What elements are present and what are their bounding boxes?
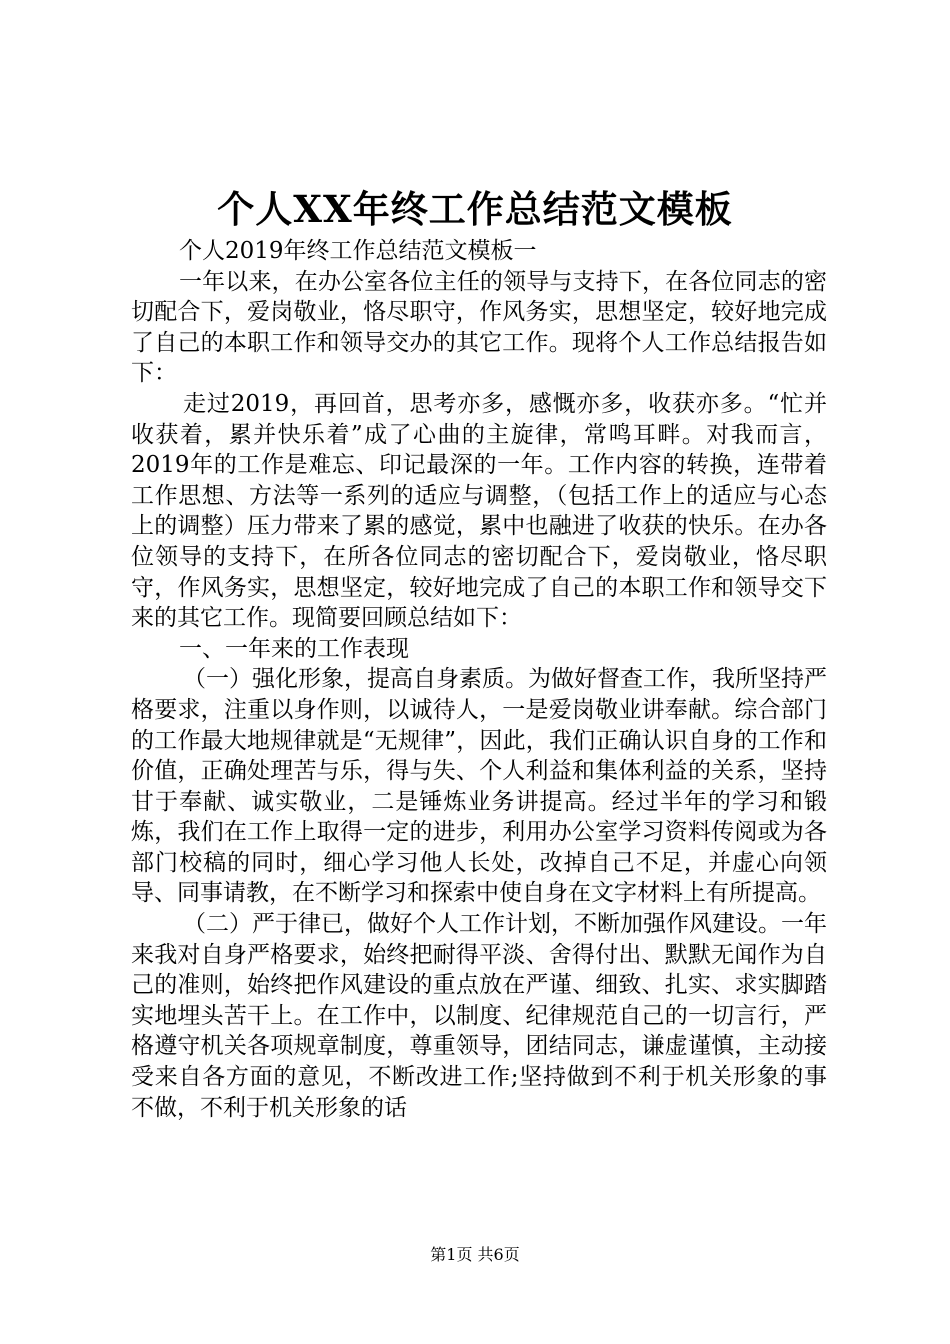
paragraph-item-two: （二）严于律已，做好个人工作计划，不断加强作风建设。一年来我对自身严格要求，始终把耐得平淡、舍得付出、默默无闻作为自己的准则，始终把作风建设的重点放在严谨、细致、扎实、求实脚踏实地埋头苦干上。在工作中，以制度、纪律规范自己的一切言行，严格遵守机关各项规章制度，尊重领导，团结同志，谦虚谨慎，主动接受来自各方面的意见，不断改进工作;坚持做到不利于机关形象的事不做，不利于机关形象的话 [131,911,827,1121]
section-heading: 一、一年来的工作表现 [179,635,409,662]
paragraph-review: 走过2019，再回首，思考亦多，感慨亦多，收获亦多。“忙并收获着，累并快乐着”成了心曲的主旋律，常鸣耳畔。对我而言，2019年的工作是难忘、印记最深的一年。工作内容的转换，连带着工作思想、方法等一系列的适应与调整，（包括工作上的适应与心态上的调整）压力带来了累的感觉，累中也融进了收获的快乐。在办各位领导的支持下，在所各位同志的密切配合下，爱岗敬业，恪尽职守，作风务实，思想坚定，较好地完成了自己的本职工作和领导交下来的其它工作。现简要回顾总结如下： [131,390,827,632]
document-subtitle: 个人2019年终工作总结范文模板一 [179,238,537,264]
page-footer: 第1页 共6页 [430,1245,520,1264]
document-body [131,236,827,1123]
page-title: 个人XX年终工作总结范文模板 [217,187,733,231]
paragraph-item-one: （一）强化形象，提高自身素质。为做好督查工作，我所坚持严格要求，注重以身作则，以诚待人，一是爱岗敬业讲奉献。综合部门的工作最大地规律就是“无规律”，因此，我们正确认识自身的工作和价值，正确处理苦与乐，得与失、个人利益和集体利益的关系，坚持甘于奉献、诚实敬业，二是锤炼业务讲提高。经过半年的学习和锻炼，我们在工作上取得一定的进步，利用办公室学习资料传阅或为各部门校稿的同时，细心学习他人长处，改掉自己不足，并虚心向领导、同事请教，在不断学习和探索中使自身在文字材料上有所提高。 [131,666,827,907]
paragraph-intro: 一年以来，在办公室各位主任的领导与支持下，在各位同志的密切配合下，爱岗敬业，恪尽职守，作风务实，思想坚定，较好地完成了自己的本职工作和领导交办的其它工作。现将个人工作总结报告如下： [131,268,827,387]
